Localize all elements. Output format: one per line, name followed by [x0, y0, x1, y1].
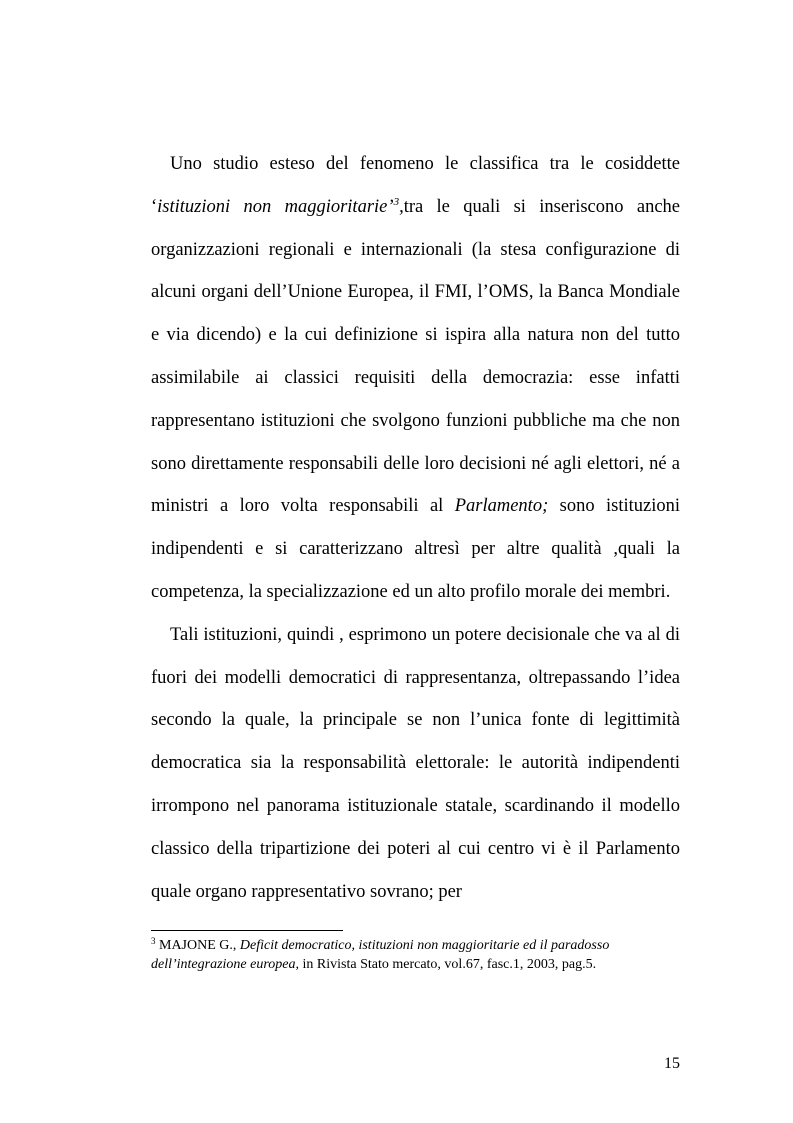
paragraph-1-text-c: sono istituzioni indipendenti e si caratterizzano altresì per altre qualità ,quali la competenza, la specializzazione ed un alto profilo morale dei membri.: [151, 496, 680, 602]
paragraph-1-parlamento-italic: Parlamento;: [454, 496, 549, 517]
footnote-number: 3: [151, 936, 156, 946]
footnote-source: in Rivista Stato mercato, vol.67, fasc.1, 2003, pag.5.: [299, 957, 597, 972]
footnote: [151, 936, 681, 974]
paragraph-1-comma: ,: [399, 196, 404, 217]
body-text: [151, 143, 680, 913]
paragraph-1: [151, 143, 680, 614]
paragraph-1-closing-quote: ’: [387, 196, 394, 217]
page-number: 15: [664, 1055, 680, 1072]
paragraph-1-term-italic: istituzioni non maggioritarie: [157, 196, 388, 217]
paragraph-1-text-a: Uno studio esteso del fenomeno le classifica tra le cosiddette ‘: [151, 154, 680, 217]
footnote-author: MAJONE G.,: [155, 938, 240, 953]
footnote-reference: 3: [393, 195, 400, 208]
footnote-title: Deficit democratico, istituzioni non maggioritarie ed il paradosso dell’integrazione europea,: [151, 938, 610, 972]
footnote-separator: [151, 930, 343, 931]
paragraph-1-text-b: tra le quali si inseriscono anche organizzazioni regionali e internazionali (la stesa configurazione di alcuni organi dell’Unione Europea, il FMI, l’OMS, la Banca Mondiale e via dicendo) e la cui definizione si ispira alla natura non del tutto assimilabile ai classici requisiti della democrazia: esse infatti rappresentano istituzioni che svolgono funzioni pubbliche ma che non sono direttamente responsabili delle loro decisioni né agli elettori, né a ministri a loro volta responsabili al: [151, 196, 680, 517]
paragraph-2: Tali istituzioni, quindi , esprimono un potere decisionale che va al di fuori dei modelli democratici di rappresentanza, oltrepassando l’idea secondo la quale, la principale se non l’unica fonte di legittimità democratica sia la responsabilità elettorale: le autorità indipendenti irrompono nel panorama istituzionale statale, scardinando il modello classico della tripartizione dei poteri al cui centro vi è il Parlamento quale organo rappresentativo sovrano; per: [151, 624, 680, 902]
